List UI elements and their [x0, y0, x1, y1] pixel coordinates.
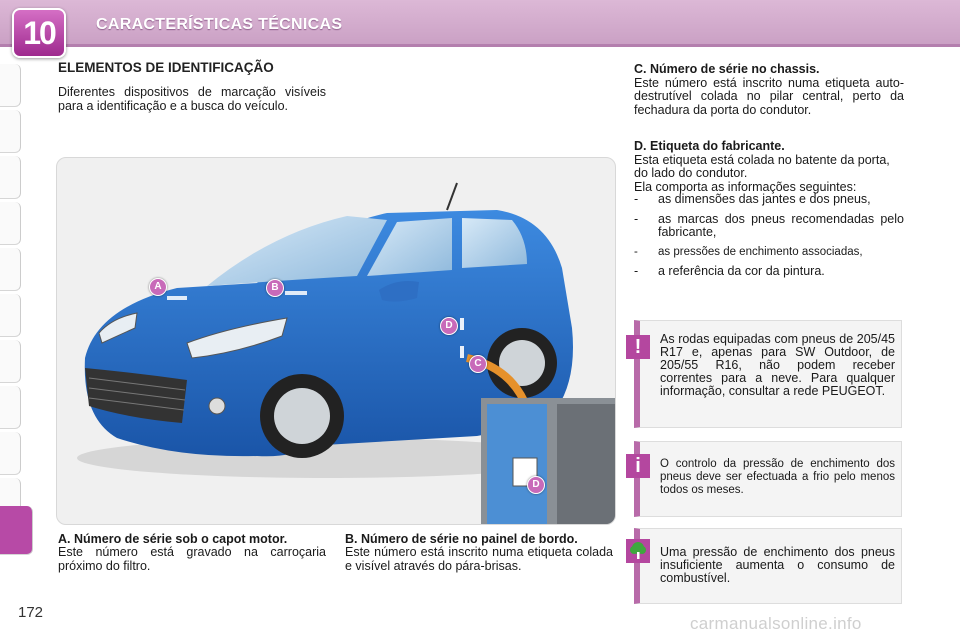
- chapter-tab[interactable]: [0, 156, 21, 199]
- item-a: [58, 533, 326, 573]
- item-d-text: Esta etiqueta está colada no batente da porta, do lado do condutor.: [634, 152, 890, 180]
- item-c-text: Este número está inscrito numa etiqueta auto-destrutível colada no pilar central, perto da fechadura da porta do condutor.: [634, 75, 904, 117]
- warning-icon: !: [626, 335, 650, 359]
- eco-note-text: Uma pressão de enchimento dos pneus insuficiente aumenta o consumo de combustível.: [660, 545, 895, 585]
- item-d-label: D.: [634, 139, 647, 153]
- section-intro: Diferentes dispositivos de marcação visíveis para a identificação e a busca do veículo.: [58, 85, 326, 113]
- item-d-title: Etiqueta do fabricante.: [649, 139, 785, 153]
- header-divider: [0, 44, 960, 47]
- item-b-text: Este número está inscrito numa etiqueta colada e visível através do pára-brisas.: [345, 545, 613, 573]
- car-drawing: [57, 158, 615, 524]
- item-c-label: C.: [634, 62, 647, 76]
- item-b-title: Número de série no painel de bordo.: [360, 532, 578, 546]
- warning-note-text: As rodas equipadas com pneus de 205/45 R17 e, apenas para SW Outdoor, de 205/55 R16, não podem receber correntes para a neve. Para qualquer informação, consultar a rede PEUGEOT.: [660, 332, 895, 398]
- chapter-tab[interactable]: [0, 294, 21, 337]
- item-d-heading: [634, 140, 904, 154]
- chapter-number-badge: 10: [12, 8, 66, 58]
- item-a-title: Número de série sob o capot motor.: [73, 532, 288, 546]
- item-c-title: Número de série no chassis.: [649, 62, 820, 76]
- tree-icon: [626, 539, 650, 563]
- car-illustration: [56, 157, 616, 525]
- chapter-tab[interactable]: [0, 432, 21, 475]
- callout-d: D: [440, 317, 458, 335]
- item-a-label: A.: [58, 532, 71, 546]
- item-c: [634, 63, 904, 117]
- item-b-label: B.: [345, 532, 358, 546]
- page-number: 172: [18, 604, 44, 621]
- info-note: [634, 441, 902, 517]
- item-d-bullets: [634, 193, 904, 285]
- eco-note: [634, 528, 902, 604]
- section-heading: ELEMENTOS DE IDENTIFICAÇÃO: [58, 60, 274, 75]
- chapter-tab[interactable]: [0, 386, 21, 429]
- item-d: [634, 140, 904, 194]
- chapter-tab[interactable]: [0, 202, 21, 245]
- bullet-item: - as marcas dos pneus recomendadas pelo fabricante,: [634, 213, 904, 240]
- chapter-tab-active[interactable]: [0, 506, 33, 555]
- chapter-tabs: [0, 64, 30, 524]
- bullet-item: - as dimensões das jantes e dos pneus,: [634, 193, 904, 207]
- item-c-heading: [634, 63, 904, 77]
- chapter-tab[interactable]: [0, 110, 21, 153]
- chapter-tab[interactable]: [0, 340, 21, 383]
- info-icon: i: [626, 454, 650, 478]
- warning-note: [634, 320, 902, 428]
- item-a-text: Este número está gravado na carroçaria próximo do filtro.: [58, 545, 326, 573]
- bullet-item: - a referência da cor da pintura.: [634, 265, 904, 279]
- chapter-title: CARACTERÍSTICAS TÉCNICAS: [96, 16, 343, 33]
- bullet-item: - as pressões de enchimento associadas,: [634, 246, 904, 260]
- chapter-tab[interactable]: [0, 64, 21, 107]
- callout-c: C: [469, 355, 487, 373]
- callout-b: B: [266, 279, 284, 297]
- callout-d-inset: D: [527, 476, 545, 494]
- watermark: carmanualsonline.info: [690, 614, 862, 633]
- info-note-text: O controlo da pressão de enchimento dos pneus deve ser efectuada a frio pelo menos todos os meses.: [660, 458, 895, 496]
- chapter-tab[interactable]: [0, 248, 21, 291]
- callout-a: A: [149, 278, 167, 296]
- item-b: [345, 533, 613, 573]
- item-d-text2: Ela comporta as informações seguintes:: [634, 179, 857, 194]
